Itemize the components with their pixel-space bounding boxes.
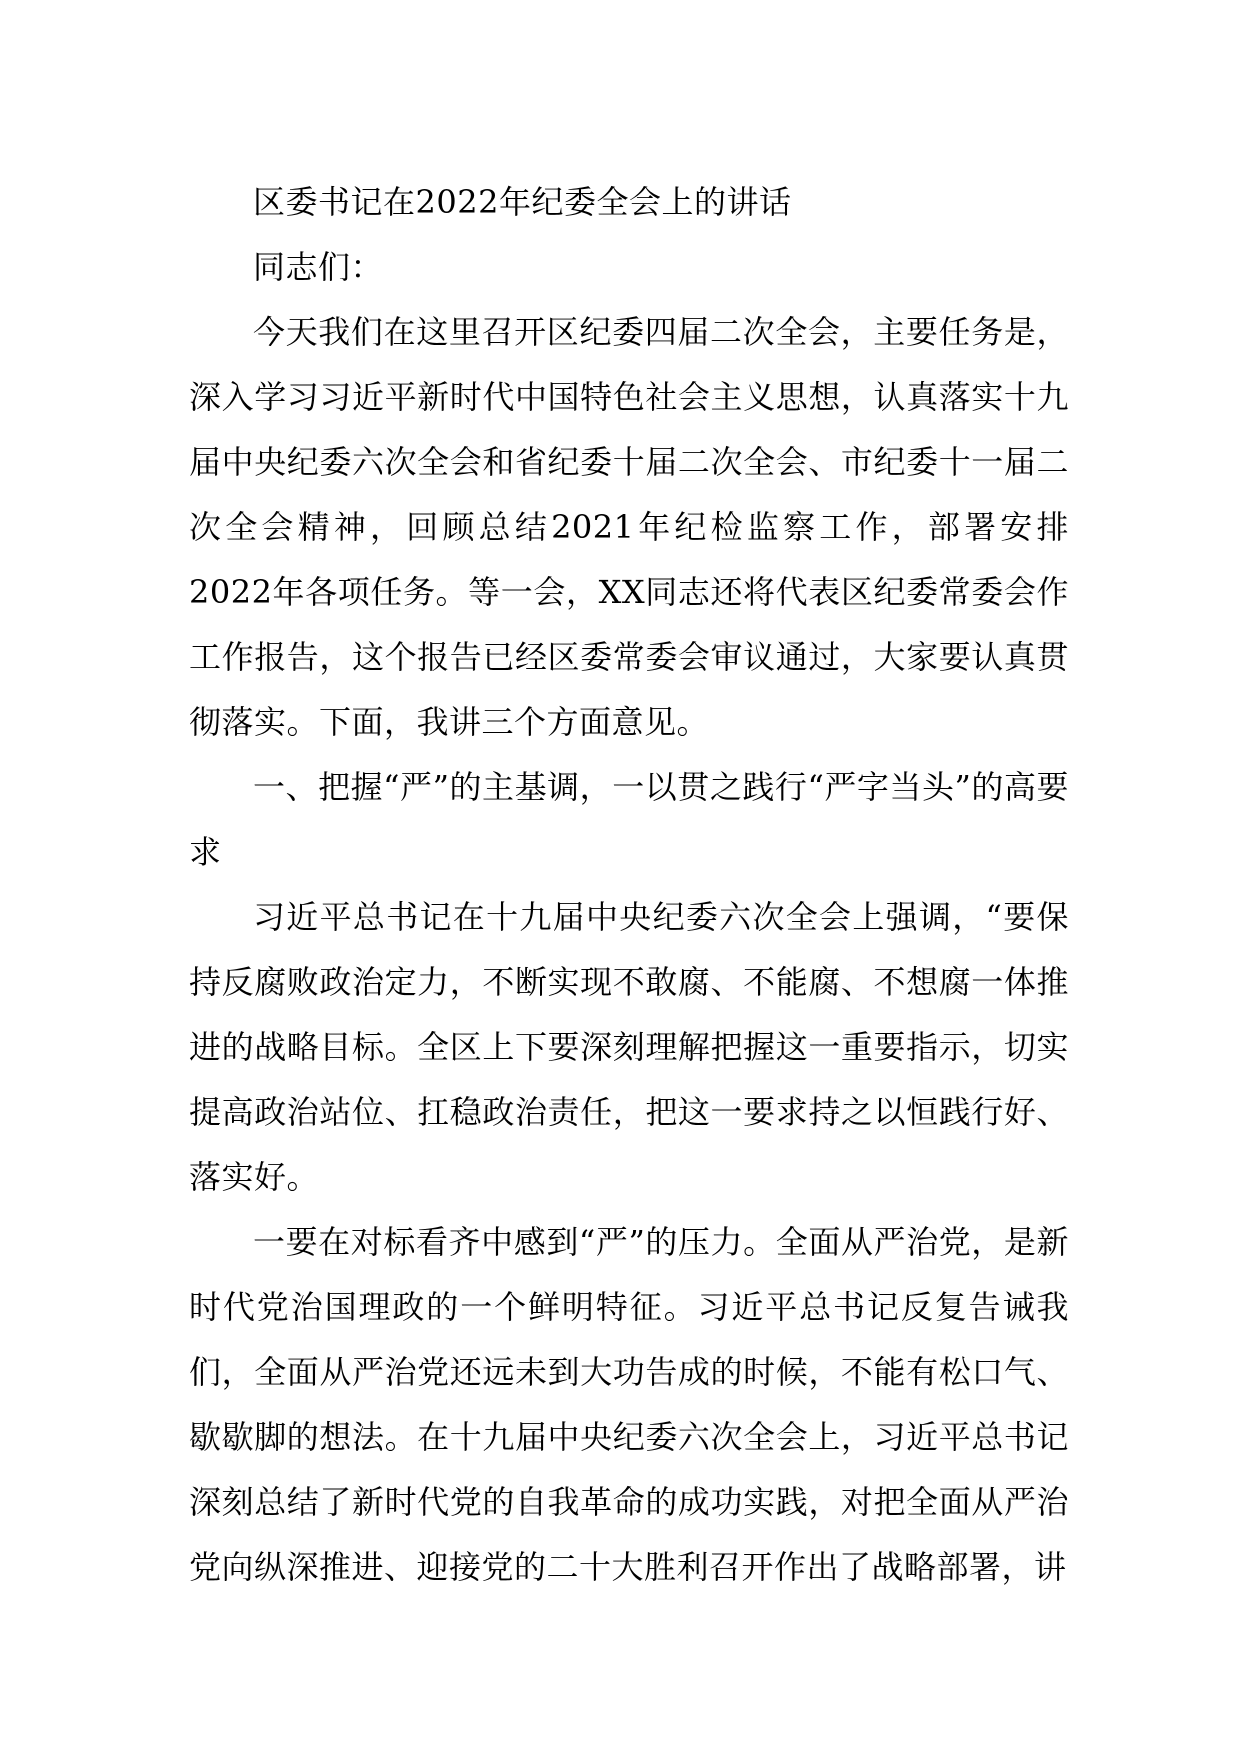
document-body — [189, 170, 1069, 1600]
paragraph-quote: 习近平总书记在十九届中央纪委六次全会上强调，“要保持反腐败政治定力，不断实现不敢腐、不能腐、不想腐一体推进的战略目标。全区上下要深刻理解把握这一重要指示，切实提高政治站位、扛稳政治责任，把这一要求持之以恒践行好、落实好。 — [189, 898, 1069, 1196]
salutation: 同志们： — [253, 248, 384, 286]
section-heading-1: 一、把握“严”的主基调，一以贯之践行“严字当头”的高要求 — [189, 768, 1069, 871]
paragraph-intro: 今天我们在这里召开区纪委四届二次全会，主要任务是，深入学习习近平新时代中国特色社会主义思想，认真落实十九届中央纪委六次全会和省纪委十届二次全会、市纪委十一届二次全会精神，回顾总结2021年纪检监察工作，部署安排2022年各项任务。等一会，XX同志还将代表区纪委常委会作工作报告，这个报告已经区委常委会审议通过，大家要认真贯彻落实。下面，我讲三个方面意见。 — [189, 313, 1069, 741]
paragraph-point-1: 一要在对标看齐中感到“严”的压力。全面从严治党，是新时代党治国理政的一个鲜明特征。习近平总书记反复告诫我们，全面从严治党还远未到大功告成的时候，不能有松口气、歇歇脚的想法。在十九届中央纪委六次全会上，习近平总书记深刻总结了新时代党的自我革命的成功实践，对把全面从严治党向纵深推进、迎接党的二十大胜利召开作出了战略部署，讲 — [189, 1223, 1069, 1586]
document-title: 区委书记在2022年纪委全会上的讲话 — [253, 183, 792, 221]
